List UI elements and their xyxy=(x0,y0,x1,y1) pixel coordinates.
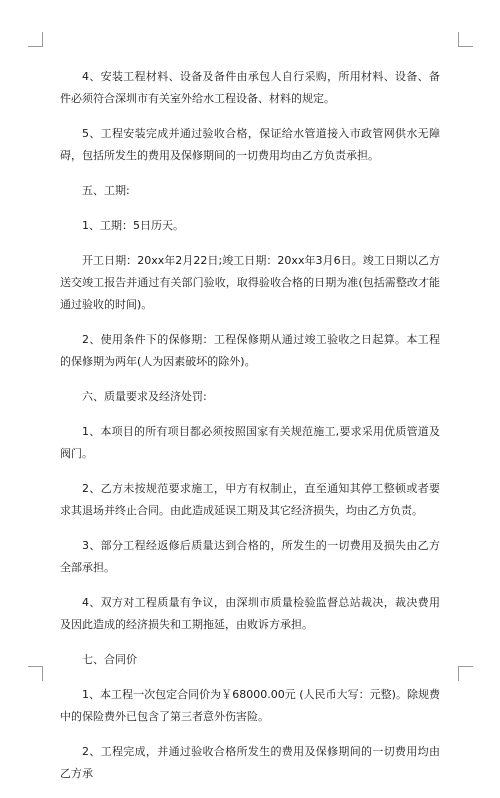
crop-mark-top-left xyxy=(28,32,43,47)
crop-mark-bottom-left xyxy=(28,666,43,681)
paragraph-dispute: 4、双方对工程质量有争议，由深圳市质量检验监督总站裁决，裁决费用及因此造成的经济损失和工期拖延，由败诉方承担。 xyxy=(60,596,440,631)
crop-mark-bottom-right xyxy=(458,666,473,681)
paragraph-installation-acceptance: 5、工程安装完成并通过验收合格，保证给水管道接入市政管网供水无障碍，包括所发生的费用及保修期间的一切费用均由乙方负责承担。 xyxy=(60,127,440,162)
paragraph-quality-standards: 1、本项目的所有项目都必须按照国家有关规范施工,要求采用优质管道及阀门。 xyxy=(60,425,440,460)
paragraph-duration: 1、工期：5日历天。 xyxy=(82,219,184,232)
paragraph-noncompliance: 2、乙方未按规范要求施工，甲方有权制止，直至通知其停工整顿或者要求其退场并终止合同。由此造成延误工期及其它经济损失，均由乙方负责。 xyxy=(60,482,440,517)
crop-mark-top-right xyxy=(458,32,473,47)
paragraph-completion-costs: 2、工程完成，并通过验收合格所发生的费用及保修期间的一切费用均由乙方承 xyxy=(60,745,440,780)
paragraph-warranty-period: 2、使用条件下的保修期：工程保修期从通过竣工验收之日起算。本工程的保修期为两年(人为因素破坏的除外)。 xyxy=(60,333,440,368)
paragraph-material-procurement: 4、安装工程材料、设备及备件由承包人自行采购，所用材料、设备、备件必须符合深圳市有关室外给水工程设备、材料的规定。 xyxy=(60,70,440,105)
section-heading-quality: 六、质量要求及经济处罚: xyxy=(82,390,207,403)
document-body xyxy=(60,66,440,798)
paragraph-start-completion-dates: 开工日期：20xx年2月22日;竣工日期：20xx年3月6日。竣工日期以乙方送交竣工报告并通过有关部门验收，取得验收合格的日期为准(包括需整改才能通过验收的时间)。 xyxy=(60,254,440,311)
paragraph-contract-price: 1、本工程一次包定合同价为￥68000.00元 (人民币大写：元整)。除规费中的保险费外已包含了第三者意外伤害险。 xyxy=(60,688,440,723)
section-heading-schedule: 五、工期: xyxy=(82,184,130,197)
section-heading-contract-price: 七、合同价 xyxy=(82,653,137,666)
paragraph-rework: 3、部分工程经返修后质量达到合格的，所发生的一切费用及损失由乙方全部承担。 xyxy=(60,539,440,574)
